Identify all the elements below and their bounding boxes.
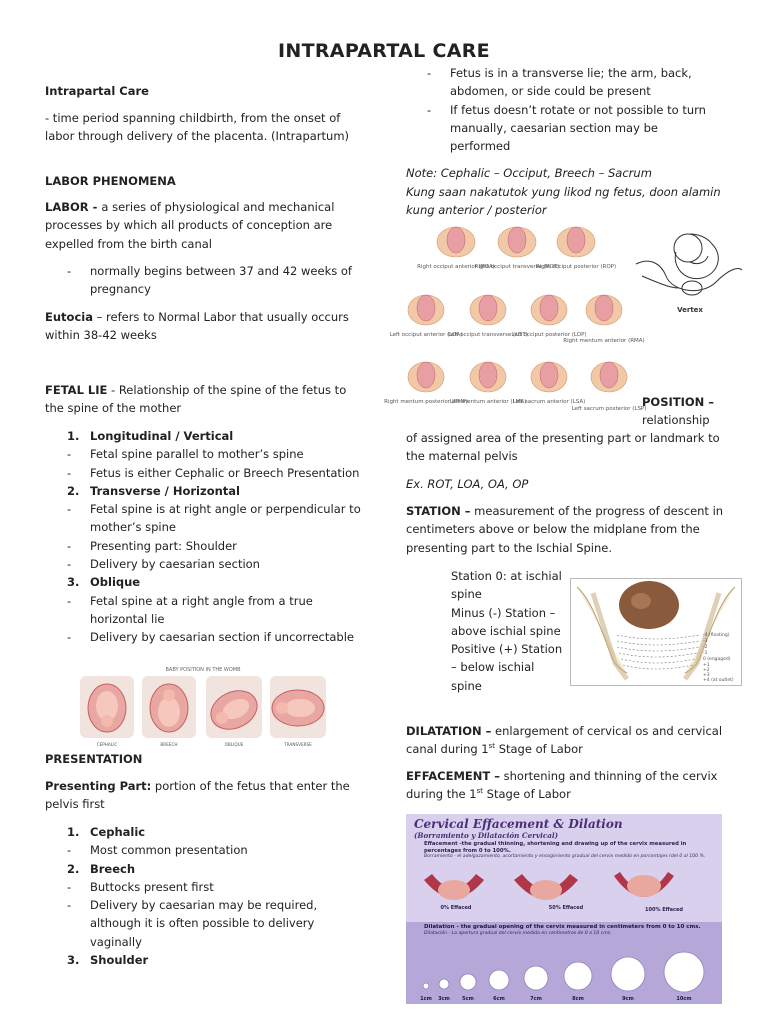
effacement-definition: shortening and thinning of the cervix during the 1 — [406, 769, 718, 802]
list-item: Buttocks present first — [90, 879, 214, 894]
fetal-lie-term: FETAL LIE — [45, 383, 108, 397]
labor-bullet-text: normally begins between 37 and 42 weeks of pregnancy — [90, 264, 352, 297]
list-item-label: Transverse / Horizontal — [90, 483, 240, 498]
dilation-label: 10cm — [676, 996, 692, 1002]
list-number: 1. — [67, 825, 80, 839]
list-item: Delivery by caesarian section — [90, 557, 260, 572]
position-examples: Ex. ROT, LOA, OA, OP — [406, 477, 529, 491]
station-term: STATION – — [406, 504, 471, 518]
dilation-label: 9cm — [622, 996, 634, 1002]
position-label: Right occiput anterior (ROA) — [417, 264, 495, 270]
note-line-1: Note: Cephalic – Occiput, Breech – Sacrum — [406, 166, 652, 180]
station-paragraph — [406, 502, 726, 557]
list-item: Minus (-) Station – above ischial spine — [451, 605, 561, 638]
labor-phenomena-heading: LABOR PHENOMENA — [45, 174, 176, 188]
dilatation-term: DILATATION – — [406, 724, 492, 738]
eutocia-term: Eutocia — [45, 310, 93, 324]
labor-paragraph — [45, 198, 365, 253]
fetal-lie-list: 1. Longitudinal / Vertical - Fetal spine parallel to mother’s spine - Fetus is either Cephalic or Breech Presentation 2. Transverse / Horizontal - Fetal spine is at right angle or perpendicular to mother’s spine - Presenting part: Shoulder - Delivery by caesarian section 3. Oblique - Fetal spine at a right angle from a true horizontal lie - Delivery by caesarian section if uncorrectable — [67, 427, 367, 647]
list-item: Most common presentation — [90, 843, 248, 858]
station-label: +1 — [703, 663, 710, 668]
list-item: Fetal spine parallel to mother’s spine — [90, 447, 304, 462]
station-label: 0 (engaged) — [703, 657, 731, 662]
list-number: 2. — [67, 483, 80, 498]
station-label: +3 — [703, 673, 710, 678]
eutocia-paragraph — [45, 308, 365, 345]
dilation-label: 7cm — [530, 996, 542, 1002]
list-item: Fetus is in a transverse lie; the arm, back, abdomen, or side could be present — [450, 66, 692, 99]
effacement-label: 0% Effaced — [440, 905, 472, 911]
effacement-superscript: st — [476, 787, 484, 796]
note-line-2: Kung saan nakatutok yung likod ng fetus, doon alamin kung anterior / posterior — [406, 185, 721, 218]
presenting-part-definition: portion of the fetus that enter the pelvis first — [45, 779, 350, 812]
station-diagram — [571, 579, 741, 685]
station-definition: measurement of the progress of descent in centimeters above or below the midplane from the presenting part to the Ischial Spine. — [406, 504, 724, 555]
labor-definition: a series of physiological and mechanical processes by which all products of conception are expelled from the birth canal — [45, 200, 335, 251]
station-label: +2 — [703, 668, 710, 673]
womb-label: CEPHALIC — [96, 742, 118, 747]
list-item: Fetal spine at a right angle from a true horizontal lie — [90, 593, 313, 626]
fetal-lie-paragraph — [45, 381, 365, 418]
list-item-label: Breech — [90, 861, 136, 876]
list-item: Station 0: at ischial spine — [451, 569, 562, 602]
position-term: POSITION – — [642, 395, 715, 409]
womb-label: BREECH — [160, 742, 178, 747]
station-label: -3 — [703, 639, 708, 644]
list-number: 3. — [67, 575, 80, 590]
list-item: Delivery by caesarian may be required, although it is often possible to delivery vaginally — [90, 898, 318, 949]
position-label: Left mentum anterior (LMA) — [449, 399, 527, 405]
station-label: -1 — [703, 651, 708, 656]
presentation-heading: PRESENTATION — [45, 752, 143, 766]
effacement-description: Effacement -the gradual thinning, shortening and drawing up of the cervix measured in percentages from 0 to 100%. — [424, 841, 687, 854]
womb-oblique — [205, 676, 264, 738]
womb-label: OBLIQUE — [224, 742, 244, 747]
list-item-label: Oblique — [90, 575, 141, 590]
transverse-bullets: - Fetus is in a transverse lie; the arm, back, abdomen, or side could be present - If fetus doesn’t rotate or not possible to turn manually, caesarian section may be performed — [427, 64, 717, 155]
labor-term: LABOR - — [45, 200, 102, 214]
list-item: Positive (+) Station – below ischial spine — [451, 642, 563, 693]
effacement-paragraph — [406, 767, 726, 804]
list-item: Presenting part: Shoulder — [90, 538, 237, 553]
list-item: Fetal spine is at right angle or perpendicular to mother’s spine — [90, 502, 361, 535]
list-item-label: Cephalic — [90, 825, 146, 839]
womb-breech — [142, 676, 196, 738]
position-label: Right mentum anterior (RMA) — [563, 338, 645, 344]
station-label: +4 (at outlet) — [703, 678, 734, 683]
position-label: Left occiput anterior (LOA) — [389, 332, 463, 338]
list-number: 2. — [67, 861, 80, 876]
dilatation-definition-end: Stage of Labor — [495, 742, 583, 757]
vertex-figure — [632, 226, 744, 316]
position-label: Left occiput posterior (LOP) — [511, 332, 587, 338]
section-heading: Intrapartal Care — [45, 84, 149, 98]
list-item: Fetus is either Cephalic or Breech Presentation — [90, 465, 360, 480]
vertex-label: Vertex — [677, 306, 703, 314]
effacement-label: 100% Effaced — [645, 907, 683, 913]
page-title: INTRAPARTAL CARE — [278, 40, 490, 62]
fetal-position-figure — [384, 222, 647, 418]
dilatation-description: Dilatation - the gradual opening of the cervix measured in centimeters from 0 to 10 cms. — [424, 924, 701, 930]
dilation-label: 1cm — [420, 996, 432, 1002]
presenting-part-paragraph — [45, 777, 365, 814]
womb-cephalic — [80, 676, 134, 738]
effacement-definition-end: Stage of Labor — [483, 787, 571, 802]
station-label: -4 (floating) — [703, 633, 730, 638]
baby-position-womb-figure — [78, 662, 328, 748]
womb-figure-title: BABY POSITION IN THE WOMB — [165, 667, 241, 673]
effacement-label: 50% Effaced — [548, 905, 584, 911]
position-label: Right occiput transverse (ROT) — [474, 264, 560, 270]
dilation-label: 6cm — [493, 996, 505, 1002]
dilatation-description-es: Dilatación - La apertura gradual del cervix medida en centimetros de 0 a 10 cms. — [424, 930, 612, 936]
womb-illustration — [78, 662, 328, 748]
dilatation-definition: enlargement of cervical os and cervical canal during 1 — [406, 724, 723, 757]
position-definition-1: relationship — [642, 413, 710, 427]
effacement-description-es: Borramiento - el adelgazamiento, acortamiento y encogimiento gradual del cervix medido en porcentajes (del 0 al 100 %. — [424, 854, 706, 860]
position-definition-2: of assigned area of the presenting part or landmark to the maternal pelvis — [406, 431, 720, 464]
eutocia-definition: – refers to Normal Labor that usually occurs within 38-42 weeks — [45, 310, 349, 343]
fetal-position-grid — [384, 222, 647, 418]
womb-label: TRANSVERSE — [284, 742, 312, 747]
station-list — [451, 567, 563, 695]
station-label: -2 — [703, 645, 708, 650]
cervical-title: Cervical Effacement & Dilation — [414, 817, 623, 831]
labor-bullet: - normally begins between 37 and 42 weeks of pregnancy — [67, 262, 357, 299]
position-label: Right mentum posterior (RMP) — [384, 399, 468, 405]
list-item-label: Longitudinal / Vertical — [90, 429, 234, 443]
vertex-sketch — [632, 226, 744, 316]
dilatation-superscript: st — [488, 742, 496, 751]
fetal-lie-definition: - Relationship of the spine of the fetus to the spine of the mother — [45, 383, 347, 416]
dilatation-paragraph — [406, 722, 726, 759]
dilation-label: 3cm — [438, 996, 450, 1002]
list-number: 3. — [67, 953, 80, 968]
womb-transverse — [270, 676, 326, 738]
position-label: Left sacrum anterior (LSA) — [512, 399, 586, 405]
list-item: Delivery by caesarian section if uncorrectable — [90, 630, 354, 645]
dilation-label: 5cm — [462, 996, 474, 1002]
intrapartal-definition: - time period spanning childbirth, from the onset of labor through delivery of the placenta. (Intrapartum) — [45, 111, 350, 144]
cervical-effacement-figure — [406, 814, 722, 1004]
presenting-part-term: Presenting Part: — [45, 779, 152, 793]
station-figure — [570, 578, 742, 686]
dilation-label: 8cm — [572, 996, 584, 1002]
position-label: Right occiput posterior (ROP) — [535, 264, 617, 270]
cervical-subtitle: (Borramiento y Dilatación Cervical) — [414, 831, 559, 840]
cervical-chart — [406, 814, 722, 1004]
list-number: 1. — [67, 429, 80, 443]
list-item: If fetus doesn’t rotate or not possible to turn manually, caesarian section may be performed — [450, 102, 706, 154]
effacement-term: EFFACEMENT – — [406, 769, 500, 783]
position-label: Left sacrum posterior (LSP) — [571, 406, 647, 412]
position-label: Left occiput transverse (LOT) — [448, 332, 528, 338]
presentation-list: 1. Cephalic - Most common presentation 2. Breech - Buttocks present first - Delivery by caesarian may be required, although it is often possible to delivery vaginally 3. Shoulder — [67, 823, 367, 969]
list-item-label: Shoulder — [90, 953, 149, 968]
